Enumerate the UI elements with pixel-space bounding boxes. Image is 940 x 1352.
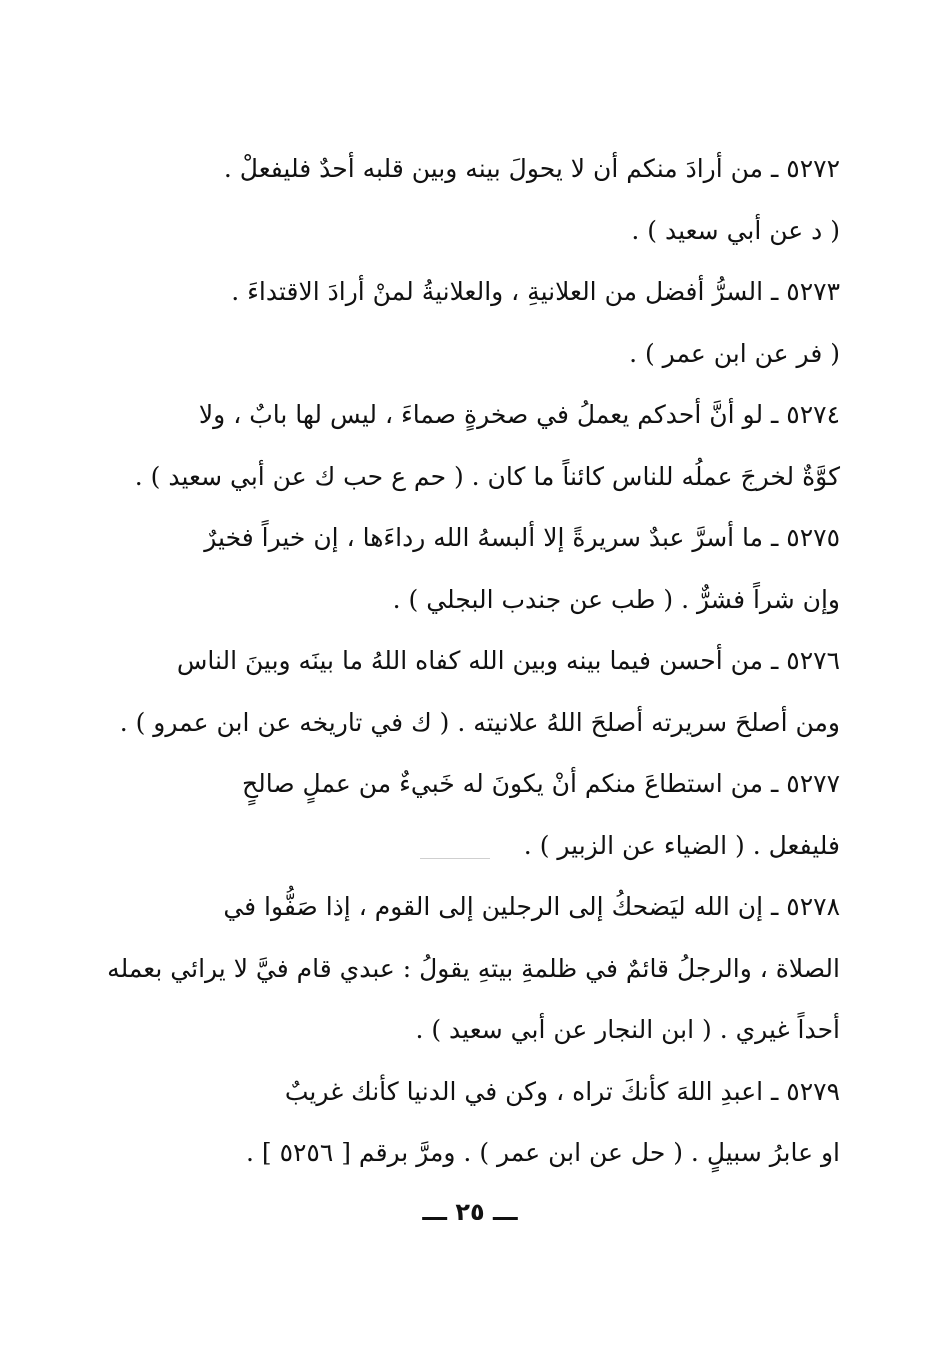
hadith-line: الصلاة ، والرجلُ قائمٌ في ظلمةِ بيتهِ يقولُ : عبدي قام فيَّ لا يرائي بعمله (107, 953, 840, 983)
hadith-list (107, 138, 840, 1184)
hadith-5278 (107, 876, 840, 1061)
hadith-5276 (119, 630, 840, 753)
hadith-line: ٥٢٧٩ ـ اعبدِ اللهَ كأنكَ تراه ، وكن في الدنيا كأنك غريبٌ (284, 1076, 840, 1106)
hadith-line: ٥٢٧٢ ـ من أرادَ منكم أن لا يحولَ بينه وبين قلبه أحدٌ فليفعلْ . (223, 154, 840, 183)
hadith-line: كوَّةٌ لخرجَ عملُه للناس كائناً ما كان . ( حم ع حب ك عن أبي سعيد ) . (134, 461, 840, 491)
hadith-line: ومن أصلحَ سريرته أصلحَ اللهُ علانيته . ( ك في تاريخه عن ابن عمرو ) . (119, 707, 840, 737)
hadith-line: ٥٢٧٣ ـ السرُّ أفضل من العلانيةِ ، والعلانيةُ لمنْ أرادَ الاقتداءَ . (231, 277, 840, 306)
hadith-5275 (140, 507, 840, 630)
hadith-line: أحداً غيري . ( ابن النجار عن أبي سعيد ) . (415, 1015, 840, 1044)
hadith-line: ٥٢٧٨ ـ إن الله ليَضحكُ إلى الرجلين إلى القوم ، إذا صَفُّوا في (223, 892, 840, 921)
hadith-5272 (140, 138, 840, 261)
hadith-line: ٥٢٧٤ ـ لو أنَّ أحدكم يعملُ في صخرةٍ صماءَ ، ليس لها بابٌ ، ولا (198, 400, 840, 429)
page-number: ـــ ٢٥ ـــ (422, 1198, 518, 1226)
hadith-line: ٥٢٧٧ ـ من استطاعَ منكم أنْ يكونَ له خَبيءٌ من عملٍ صالحٍ (241, 769, 840, 798)
hadith-line: وإن شراً فشرٌّ . ( طب عن جندب البجلي ) . (392, 584, 840, 614)
hadith-line: ٥٢٧٥ ـ ما أسرَّ عبدٌ سريرةً إلا ألبسهُ الله رداءَها ، إن خيراً فخيرٌ (204, 523, 840, 552)
hadith-5279 (140, 1061, 840, 1184)
hadith-source-line: ( فر عن ابن عمر ) . (629, 338, 840, 368)
hadith-5274 (134, 384, 840, 507)
hadith-line: او عابرُ سبيلٍ . ( حل عن ابن عمر ) . ومرَّ برقم [ ٥٢٥٦ ] . (245, 1138, 840, 1167)
hadith-line: ٥٢٧٦ ـ من أحسن فيما بينه وبين الله كفاه اللهُ ما بينَه وبينَ الناس (176, 646, 840, 675)
hadith-line: فليفعل . ( الضياء عن الزبير ) . (523, 830, 840, 860)
hadith-source-line: ( د عن أبي سعيد ) . (631, 215, 840, 245)
hadith-5273 (140, 261, 840, 384)
hadith-5277 (140, 753, 840, 876)
faint-divider (420, 858, 490, 859)
